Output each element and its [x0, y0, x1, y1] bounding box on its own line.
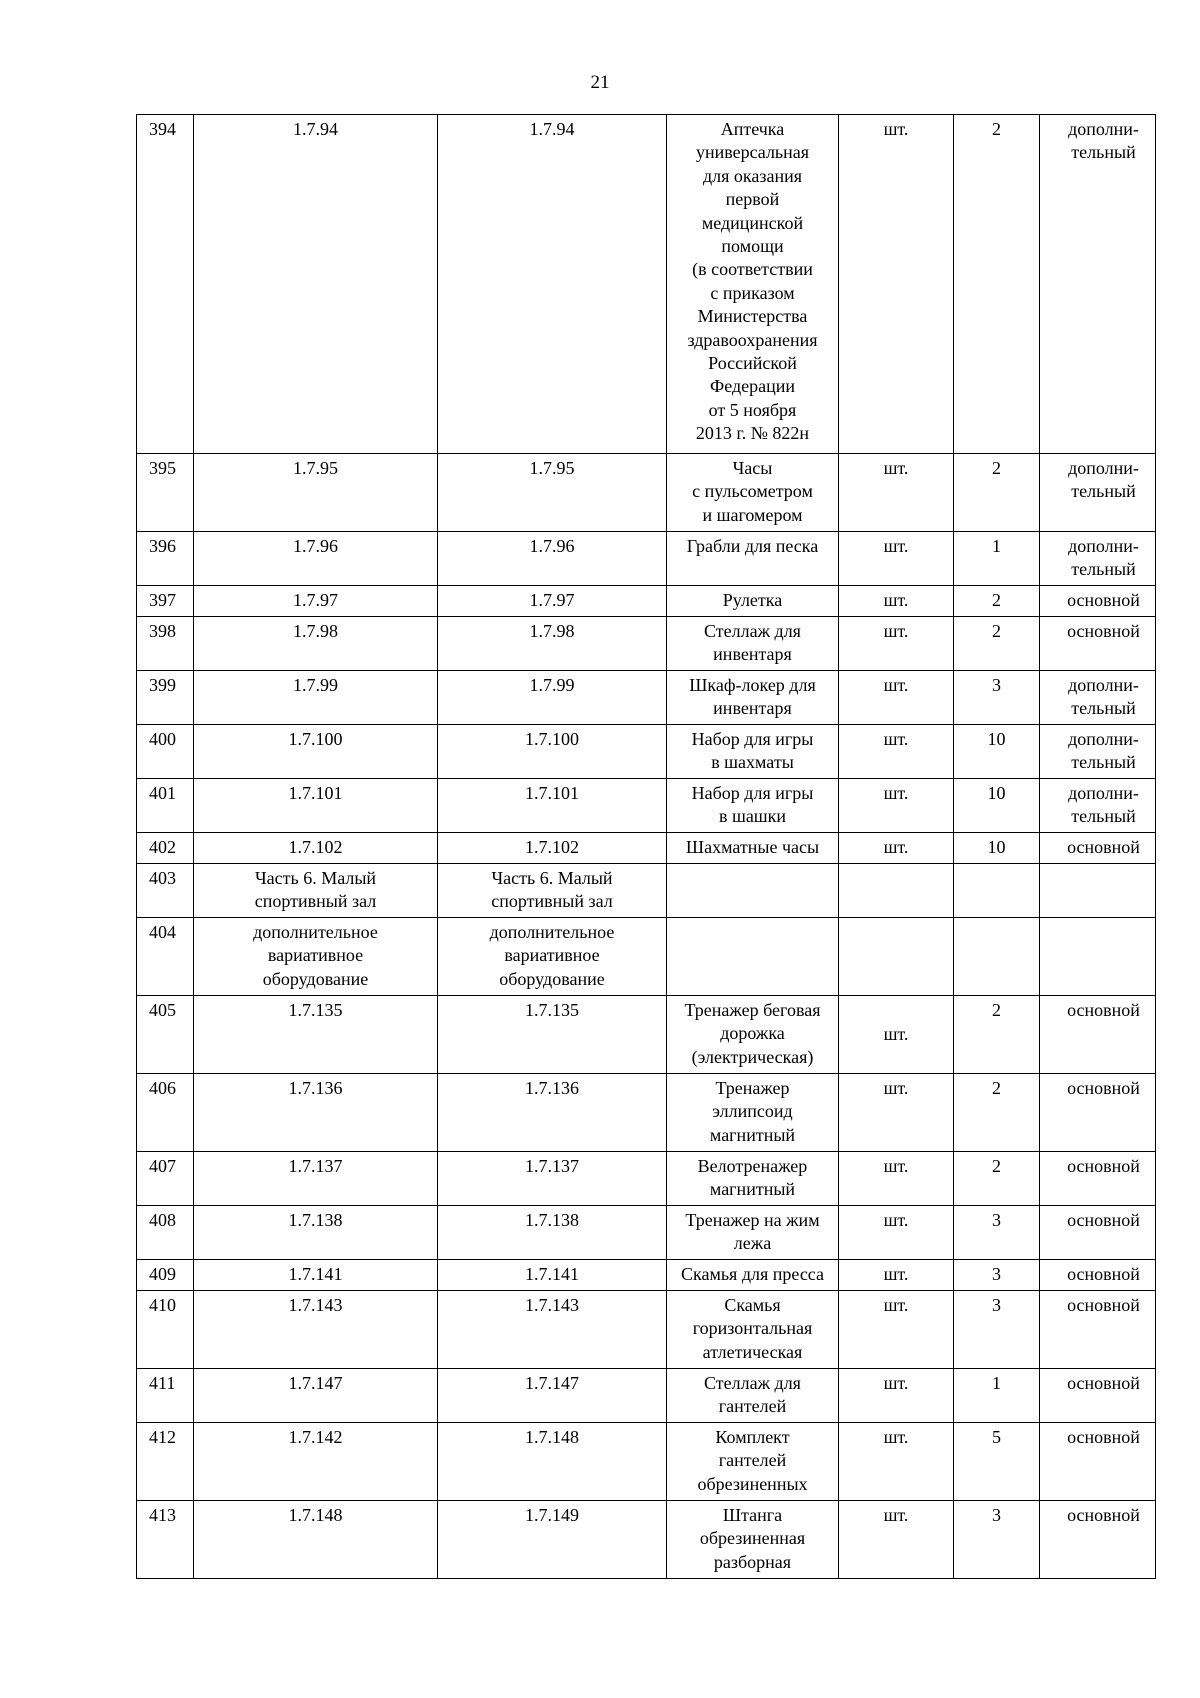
unit-cell — [839, 115, 954, 454]
unit-cell — [839, 996, 954, 1074]
code-cell-text: 1.7.143 — [288, 1295, 343, 1315]
item-name-cell — [667, 115, 839, 454]
code-cell — [438, 1206, 667, 1260]
quantity-cell — [954, 115, 1040, 454]
unit-cell — [839, 1501, 954, 1579]
quantity-cell — [954, 1260, 1040, 1291]
quantity-cell-text: 3 — [992, 1210, 1001, 1230]
row-number-cell — [137, 864, 194, 918]
equipment-type-cell-text: дополни- тельный — [1068, 783, 1139, 827]
row-number-cell — [137, 671, 194, 725]
table-row — [137, 864, 1156, 918]
table-row — [137, 1369, 1156, 1423]
code-cell-text: 1.7.96 — [529, 536, 575, 556]
unit-cell-text: шт. — [883, 1427, 909, 1447]
code-cell — [438, 1152, 667, 1206]
item-name-cell-text: Стеллаж для гантелей — [704, 1373, 801, 1417]
code-cell-text: 1.7.99 — [529, 675, 575, 695]
unit-cell — [839, 1152, 954, 1206]
unit-cell — [839, 586, 954, 617]
equipment-type-cell — [1040, 617, 1156, 671]
code-cell — [438, 864, 667, 918]
code-cell-text: 1.7.137 — [288, 1156, 343, 1176]
unit-cell-text: шт. — [883, 675, 909, 695]
unit-cell — [839, 671, 954, 725]
item-name-cell-text: Стеллаж для инвентаря — [704, 621, 801, 665]
code-cell-text: 1.7.137 — [525, 1156, 579, 1176]
quantity-cell-text: 3 — [992, 675, 1001, 695]
item-name-cell — [667, 779, 839, 833]
equipment-type-cell — [1040, 779, 1156, 833]
code-cell — [194, 1423, 438, 1501]
item-name-cell-text: Часы с пульсометром и шагомером — [692, 458, 813, 525]
code-cell — [194, 586, 438, 617]
code-cell-text: 1.7.149 — [525, 1505, 579, 1525]
quantity-cell-text: 2 — [992, 590, 1001, 610]
equipment-type-cell-text: основной — [1067, 837, 1140, 857]
row-number-cell — [137, 1291, 194, 1369]
unit-cell-text: шт. — [883, 1264, 909, 1284]
row-number-cell-text: 398 — [149, 621, 176, 641]
code-cell — [438, 918, 667, 996]
table-row — [137, 1291, 1156, 1369]
code-cell — [438, 1369, 667, 1423]
unit-cell — [839, 833, 954, 864]
item-name-cell-text: Шкаф-локер для инвентаря — [689, 675, 816, 719]
item-name-cell-text: Тренажер беговая дорожка (электрическая) — [684, 1000, 821, 1067]
code-cell — [194, 1152, 438, 1206]
equipment-type-cell — [1040, 918, 1156, 996]
quantity-cell — [954, 725, 1040, 779]
equipment-type-cell-text: дополни- тельный — [1068, 675, 1139, 719]
code-cell-text: дополнительное вариативное оборудование — [489, 922, 615, 989]
code-cell-text: 1.7.135 — [288, 1000, 343, 1020]
code-cell — [194, 1501, 438, 1579]
row-number-cell-text: 406 — [149, 1078, 176, 1098]
quantity-cell — [954, 1152, 1040, 1206]
quantity-cell — [954, 864, 1040, 918]
table-row — [137, 1206, 1156, 1260]
code-cell-text: 1.7.97 — [293, 590, 338, 610]
unit-cell-text: шт. — [883, 837, 909, 857]
code-cell — [438, 1074, 667, 1152]
quantity-cell-text: 2 — [992, 458, 1001, 478]
item-name-cell-text: Штанга обрезиненная разборная — [699, 1505, 806, 1572]
equipment-type-cell-text: основной — [1067, 590, 1140, 610]
code-cell-text: 1.7.101 — [288, 783, 343, 803]
item-name-cell-text: Скамья горизонтальная атлетическая — [692, 1295, 813, 1362]
unit-cell — [839, 617, 954, 671]
table-row — [137, 1152, 1156, 1206]
unit-cell-text: шт. — [883, 1210, 909, 1230]
row-number-cell-text: 402 — [149, 837, 176, 857]
item-name-cell-text: Грабли для песка — [686, 536, 819, 556]
code-cell-text: 1.7.136 — [525, 1078, 579, 1098]
row-number-cell — [137, 1074, 194, 1152]
unit-cell — [839, 532, 954, 586]
unit-cell — [839, 918, 954, 996]
code-cell-text: 1.7.138 — [525, 1210, 579, 1230]
unit-cell — [839, 725, 954, 779]
unit-cell-text: шт. — [883, 1505, 909, 1525]
code-cell — [438, 532, 667, 586]
row-number-cell-text: 403 — [149, 868, 176, 888]
row-number-cell-text: 404 — [149, 922, 176, 942]
item-name-cell — [667, 864, 839, 918]
item-name-cell-text: Тренажер эллипсоид магнитный — [709, 1078, 796, 1145]
code-cell-text: 1.7.100 — [525, 729, 579, 749]
table-row — [137, 532, 1156, 586]
quantity-cell-text: 5 — [992, 1427, 1001, 1447]
row-number-cell — [137, 115, 194, 454]
quantity-cell-text: 10 — [987, 837, 1006, 857]
unit-cell-text: шт. — [883, 729, 909, 749]
unit-cell-text: шт. — [883, 1295, 909, 1315]
code-cell-text: 1.7.142 — [288, 1427, 343, 1447]
unit-cell — [839, 454, 954, 532]
quantity-cell-text: 1 — [992, 1373, 1001, 1393]
code-cell-text: 1.7.148 — [288, 1505, 343, 1525]
quantity-cell-text: 3 — [992, 1264, 1001, 1284]
code-cell-text: 1.7.101 — [525, 783, 579, 803]
unit-cell — [839, 1206, 954, 1260]
row-number-cell-text: 395 — [149, 458, 176, 478]
equipment-type-cell — [1040, 1152, 1156, 1206]
item-name-cell — [667, 725, 839, 779]
unit-cell — [839, 1074, 954, 1152]
quantity-cell-text: 1 — [992, 536, 1001, 556]
quantity-cell — [954, 532, 1040, 586]
unit-cell-text: шт. — [883, 1373, 909, 1393]
row-number-cell — [137, 725, 194, 779]
code-cell-text: 1.7.141 — [288, 1264, 343, 1284]
code-cell — [194, 725, 438, 779]
row-number-cell — [137, 1152, 194, 1206]
code-cell — [194, 617, 438, 671]
code-cell-text: 1.7.138 — [288, 1210, 343, 1230]
code-cell-text: 1.7.135 — [525, 1000, 579, 1020]
table-row — [137, 671, 1156, 725]
equipment-type-cell-text: основной — [1067, 1078, 1140, 1098]
table-row — [137, 833, 1156, 864]
item-name-cell — [667, 918, 839, 996]
table-body — [137, 115, 1156, 1579]
row-number-cell — [137, 833, 194, 864]
quantity-cell — [954, 671, 1040, 725]
quantity-cell-text: 2 — [992, 119, 1001, 139]
table-row — [137, 1074, 1156, 1152]
table-row — [137, 617, 1156, 671]
unit-cell-text: шт. — [883, 458, 909, 478]
table-row — [137, 918, 1156, 996]
code-cell — [194, 454, 438, 532]
quantity-cell — [954, 1369, 1040, 1423]
row-number-cell-text: 413 — [149, 1505, 176, 1525]
code-cell — [194, 996, 438, 1074]
code-cell — [194, 833, 438, 864]
row-number-cell-text: 410 — [149, 1295, 176, 1315]
quantity-cell — [954, 617, 1040, 671]
equipment-type-cell — [1040, 532, 1156, 586]
equipment-type-cell — [1040, 833, 1156, 864]
table-row — [137, 454, 1156, 532]
row-number-cell — [137, 996, 194, 1074]
item-name-cell — [667, 833, 839, 864]
item-name-cell — [667, 1206, 839, 1260]
quantity-cell-text: 2 — [992, 621, 1001, 641]
equipment-type-cell-text: основной — [1067, 1000, 1140, 1020]
equipment-type-cell — [1040, 1291, 1156, 1369]
equipment-type-cell-text: дополни- тельный — [1068, 729, 1139, 773]
code-cell-text: 1.7.147 — [288, 1373, 343, 1393]
item-name-cell-text: Шахматные часы — [685, 837, 820, 857]
equipment-type-cell — [1040, 586, 1156, 617]
row-number-cell-text: 401 — [149, 783, 176, 803]
unit-cell-text: шт. — [883, 1078, 909, 1098]
row-number-cell-text: 411 — [149, 1373, 176, 1393]
code-cell — [438, 779, 667, 833]
row-number-cell-text: 400 — [149, 729, 176, 749]
quantity-cell — [954, 918, 1040, 996]
unit-cell-text: шт. — [883, 1024, 909, 1044]
table-row — [137, 1260, 1156, 1291]
item-name-cell-text: Скамья для пресса — [680, 1264, 825, 1284]
code-cell — [194, 1369, 438, 1423]
row-number-cell — [137, 1423, 194, 1501]
row-number-cell — [137, 779, 194, 833]
equipment-type-cell — [1040, 725, 1156, 779]
item-name-cell — [667, 1369, 839, 1423]
unit-cell — [839, 779, 954, 833]
table-row — [137, 1423, 1156, 1501]
table-row — [137, 996, 1156, 1074]
item-name-cell — [667, 1152, 839, 1206]
quantity-cell-text: 2 — [992, 1000, 1001, 1020]
item-name-cell — [667, 586, 839, 617]
equipment-type-cell-text: дополни- тельный — [1068, 536, 1139, 580]
unit-cell-text: шт. — [883, 621, 909, 641]
quantity-cell — [954, 1206, 1040, 1260]
row-number-cell — [137, 1206, 194, 1260]
code-cell-text: Часть 6. Малый спортивный зал — [491, 868, 613, 912]
code-cell — [438, 725, 667, 779]
equipment-type-cell — [1040, 454, 1156, 532]
equipment-type-cell-text: основной — [1067, 1210, 1140, 1230]
table-row — [137, 779, 1156, 833]
table-row — [137, 115, 1156, 454]
equipment-type-cell-text: основной — [1067, 1427, 1140, 1447]
item-name-cell — [667, 996, 839, 1074]
unit-cell-text: шт. — [883, 1156, 909, 1176]
equipment-type-cell — [1040, 996, 1156, 1074]
code-cell-text: 1.7.95 — [293, 458, 338, 478]
code-cell — [438, 586, 667, 617]
equipment-type-cell — [1040, 671, 1156, 725]
row-number-cell — [137, 1501, 194, 1579]
code-cell — [194, 1074, 438, 1152]
code-cell — [438, 454, 667, 532]
unit-cell — [839, 1260, 954, 1291]
equipment-type-cell — [1040, 1206, 1156, 1260]
unit-cell — [839, 864, 954, 918]
equipment-type-cell — [1040, 1260, 1156, 1291]
item-name-cell — [667, 671, 839, 725]
code-cell — [194, 779, 438, 833]
item-name-cell — [667, 532, 839, 586]
row-number-cell-text: 405 — [149, 1000, 176, 1020]
code-cell-text: 1.7.102 — [288, 837, 343, 857]
quantity-cell-text: 2 — [992, 1156, 1001, 1176]
table-row — [137, 1501, 1156, 1579]
item-name-cell-text: Аптечка универсальная для оказания первой медицинской помощи (в соответствии с приказом Министерства здравоохранения Российской Федерации от 5 ноября 2013 г. № 822н — [687, 119, 818, 444]
code-cell — [438, 1501, 667, 1579]
row-number-cell — [137, 1260, 194, 1291]
item-name-cell-text: Рулетка — [722, 590, 783, 610]
code-cell-text: 1.7.94 — [293, 119, 338, 139]
equipment-type-cell — [1040, 1501, 1156, 1579]
equipment-type-cell — [1040, 1074, 1156, 1152]
row-number-cell-text: 396 — [149, 536, 176, 556]
code-cell — [194, 918, 438, 996]
unit-cell — [839, 1423, 954, 1501]
code-cell-text: 1.7.143 — [525, 1295, 579, 1315]
code-cell-text: 1.7.98 — [293, 621, 338, 641]
quantity-cell — [954, 1423, 1040, 1501]
row-number-cell-text: 407 — [149, 1156, 176, 1176]
code-cell — [438, 115, 667, 454]
equipment-type-cell — [1040, 864, 1156, 918]
row-number-cell-text: 408 — [149, 1210, 176, 1230]
table-row — [137, 725, 1156, 779]
code-cell-text: 1.7.148 — [525, 1427, 579, 1447]
code-cell-text: 1.7.95 — [529, 458, 575, 478]
quantity-cell — [954, 1291, 1040, 1369]
code-cell — [438, 671, 667, 725]
row-number-cell — [137, 617, 194, 671]
quantity-cell-text: 10 — [987, 729, 1006, 749]
code-cell — [194, 532, 438, 586]
quantity-cell — [954, 779, 1040, 833]
row-number-cell-text: 397 — [149, 590, 176, 610]
row-number-cell-text: 409 — [149, 1264, 176, 1284]
code-cell-text: 1.7.96 — [293, 536, 338, 556]
code-cell-text: 1.7.94 — [529, 119, 575, 139]
row-number-cell — [137, 586, 194, 617]
quantity-cell — [954, 586, 1040, 617]
equipment-type-cell-text: основной — [1067, 621, 1140, 641]
code-cell — [194, 1206, 438, 1260]
quantity-cell-text: 3 — [992, 1295, 1001, 1315]
item-name-cell — [667, 1074, 839, 1152]
code-cell — [194, 1260, 438, 1291]
equipment-type-cell-text: дополни- тельный — [1068, 458, 1139, 502]
code-cell-text: 1.7.136 — [288, 1078, 343, 1098]
code-cell-text: 1.7.97 — [529, 590, 575, 610]
code-cell — [194, 671, 438, 725]
equipment-type-cell-text: основной — [1067, 1373, 1140, 1393]
unit-cell — [839, 1369, 954, 1423]
item-name-cell-text: Набор для игры в шашки — [691, 783, 814, 827]
equipment-table — [136, 114, 1156, 1579]
code-cell-text: дополнительное вариативное оборудование — [253, 922, 378, 989]
equipment-type-cell-text: основной — [1067, 1156, 1140, 1176]
code-cell-text: 1.7.100 — [288, 729, 343, 749]
unit-cell-text: шт. — [883, 119, 909, 139]
equipment-type-cell-text: основной — [1067, 1505, 1140, 1525]
code-cell-text: Часть 6. Малый спортивный зал — [254, 868, 377, 912]
item-name-cell-text: Комплект гантелей обрезиненных — [697, 1427, 808, 1494]
quantity-cell-text: 10 — [987, 783, 1006, 803]
unit-cell-text: шт. — [883, 783, 909, 803]
item-name-cell — [667, 1423, 839, 1501]
equipment-type-cell-text: дополни- тельный — [1068, 119, 1139, 163]
code-cell — [438, 1423, 667, 1501]
code-cell — [438, 617, 667, 671]
row-number-cell — [137, 918, 194, 996]
code-cell-text: 1.7.98 — [529, 621, 575, 641]
code-cell — [438, 833, 667, 864]
equipment-type-cell-text: основной — [1067, 1295, 1140, 1315]
code-cell-text: 1.7.99 — [293, 675, 338, 695]
code-cell-text: 1.7.147 — [525, 1373, 579, 1393]
quantity-cell-text: 2 — [992, 1078, 1001, 1098]
quantity-cell — [954, 996, 1040, 1074]
equipment-type-cell-text: основной — [1067, 1264, 1140, 1284]
code-cell — [194, 1291, 438, 1369]
unit-cell — [839, 1291, 954, 1369]
page-number: 21 — [590, 72, 610, 93]
quantity-cell — [954, 1501, 1040, 1579]
quantity-cell — [954, 833, 1040, 864]
unit-cell-text: шт. — [883, 536, 909, 556]
code-cell — [438, 1291, 667, 1369]
equipment-type-cell — [1040, 115, 1156, 454]
item-name-cell — [667, 454, 839, 532]
code-cell — [438, 1260, 667, 1291]
unit-cell-text: шт. — [883, 590, 909, 610]
row-number-cell-text: 412 — [149, 1427, 176, 1447]
item-name-cell — [667, 1501, 839, 1579]
item-name-cell-text: Велотренажер магнитный — [697, 1156, 808, 1200]
row-number-cell — [137, 532, 194, 586]
equipment-type-cell — [1040, 1423, 1156, 1501]
item-name-cell-text: Тренажер на жим лежа — [685, 1210, 820, 1254]
row-number-cell-text: 394 — [149, 119, 176, 139]
quantity-cell — [954, 454, 1040, 532]
row-number-cell-text: 399 — [149, 675, 176, 695]
equipment-type-cell — [1040, 1369, 1156, 1423]
quantity-cell — [954, 1074, 1040, 1152]
code-cell-text: 1.7.102 — [525, 837, 579, 857]
item-name-cell — [667, 1260, 839, 1291]
code-cell — [194, 115, 438, 454]
quantity-cell-text: 3 — [992, 1505, 1001, 1525]
code-cell-text: 1.7.141 — [525, 1264, 579, 1284]
table-row — [137, 586, 1156, 617]
item-name-cell-text: Набор для игры в шахматы — [691, 729, 814, 773]
item-name-cell — [667, 1291, 839, 1369]
item-name-cell — [667, 617, 839, 671]
row-number-cell — [137, 454, 194, 532]
row-number-cell — [137, 1369, 194, 1423]
code-cell — [438, 996, 667, 1074]
code-cell — [194, 864, 438, 918]
